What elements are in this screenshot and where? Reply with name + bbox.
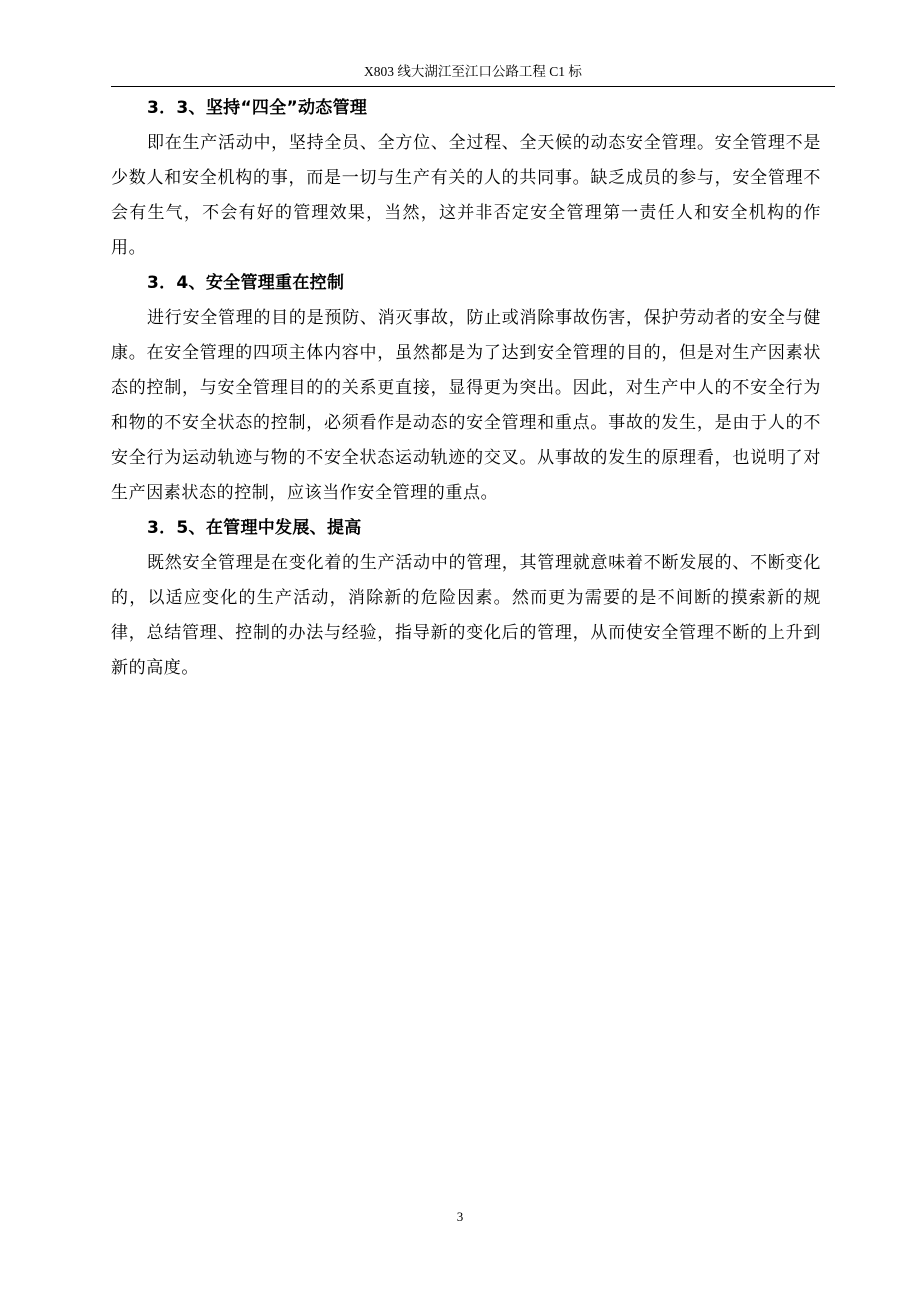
page-header: X803 线大湖江至江口公路工程 C1 标 [111,62,835,87]
section-heading: 3．4、安全管理重在控制 [147,273,345,293]
page-number: 3 [456,1209,464,1224]
section-heading: 3．5、在管理中发展、提高 [147,518,362,538]
section-heading: 3．3、坚持“四全”动态管理 [147,98,368,118]
document-body [111,91,821,686]
section-paragraph: 即在生产活动中，坚持全员、全方位、全过程、全天候的动态安全管理。安全管理不是少数人和安全机构的事，而是一切与生产有关的人的共同事。缺乏成员的参与，安全管理不会有生气，不会有好的管理效果，当然，这并非否定安全管理第一责任人和安全机构的作用。 [111,133,821,258]
section-3-5 [111,511,821,686]
section-paragraph: 进行安全管理的目的是预防、消灭事故，防止或消除事故伤害，保护劳动者的安全与健康。在安全管理的四项主体内容中，虽然都是为了达到安全管理的目的，但是对生产因素状态的控制，与安全管理目的的关系更直接，显得更为突出。因此，对生产中人的不安全行为和物的不安全状态的控制，必须看作是动态的安全管理和重点。事故的发生，是由于人的不安全行为运动轨迹与物的不安全状态运动轨迹的交叉。从事故的发生的原理看，也说明了对生产因素状态的控制，应该当作安全管理的重点。 [111,308,821,503]
section-3-4 [111,266,821,511]
section-paragraph: 既然安全管理是在变化着的生产活动中的管理，其管理就意味着不断发展的、不断变化的，以适应变化的生产活动，消除新的危险因素。然而更为需要的是不间断的摸索新的规律，总结管理、控制的办法与经验，指导新的变化后的管理，从而使安全管理不断的上升到新的高度。 [111,553,821,678]
section-3-3 [111,91,821,266]
